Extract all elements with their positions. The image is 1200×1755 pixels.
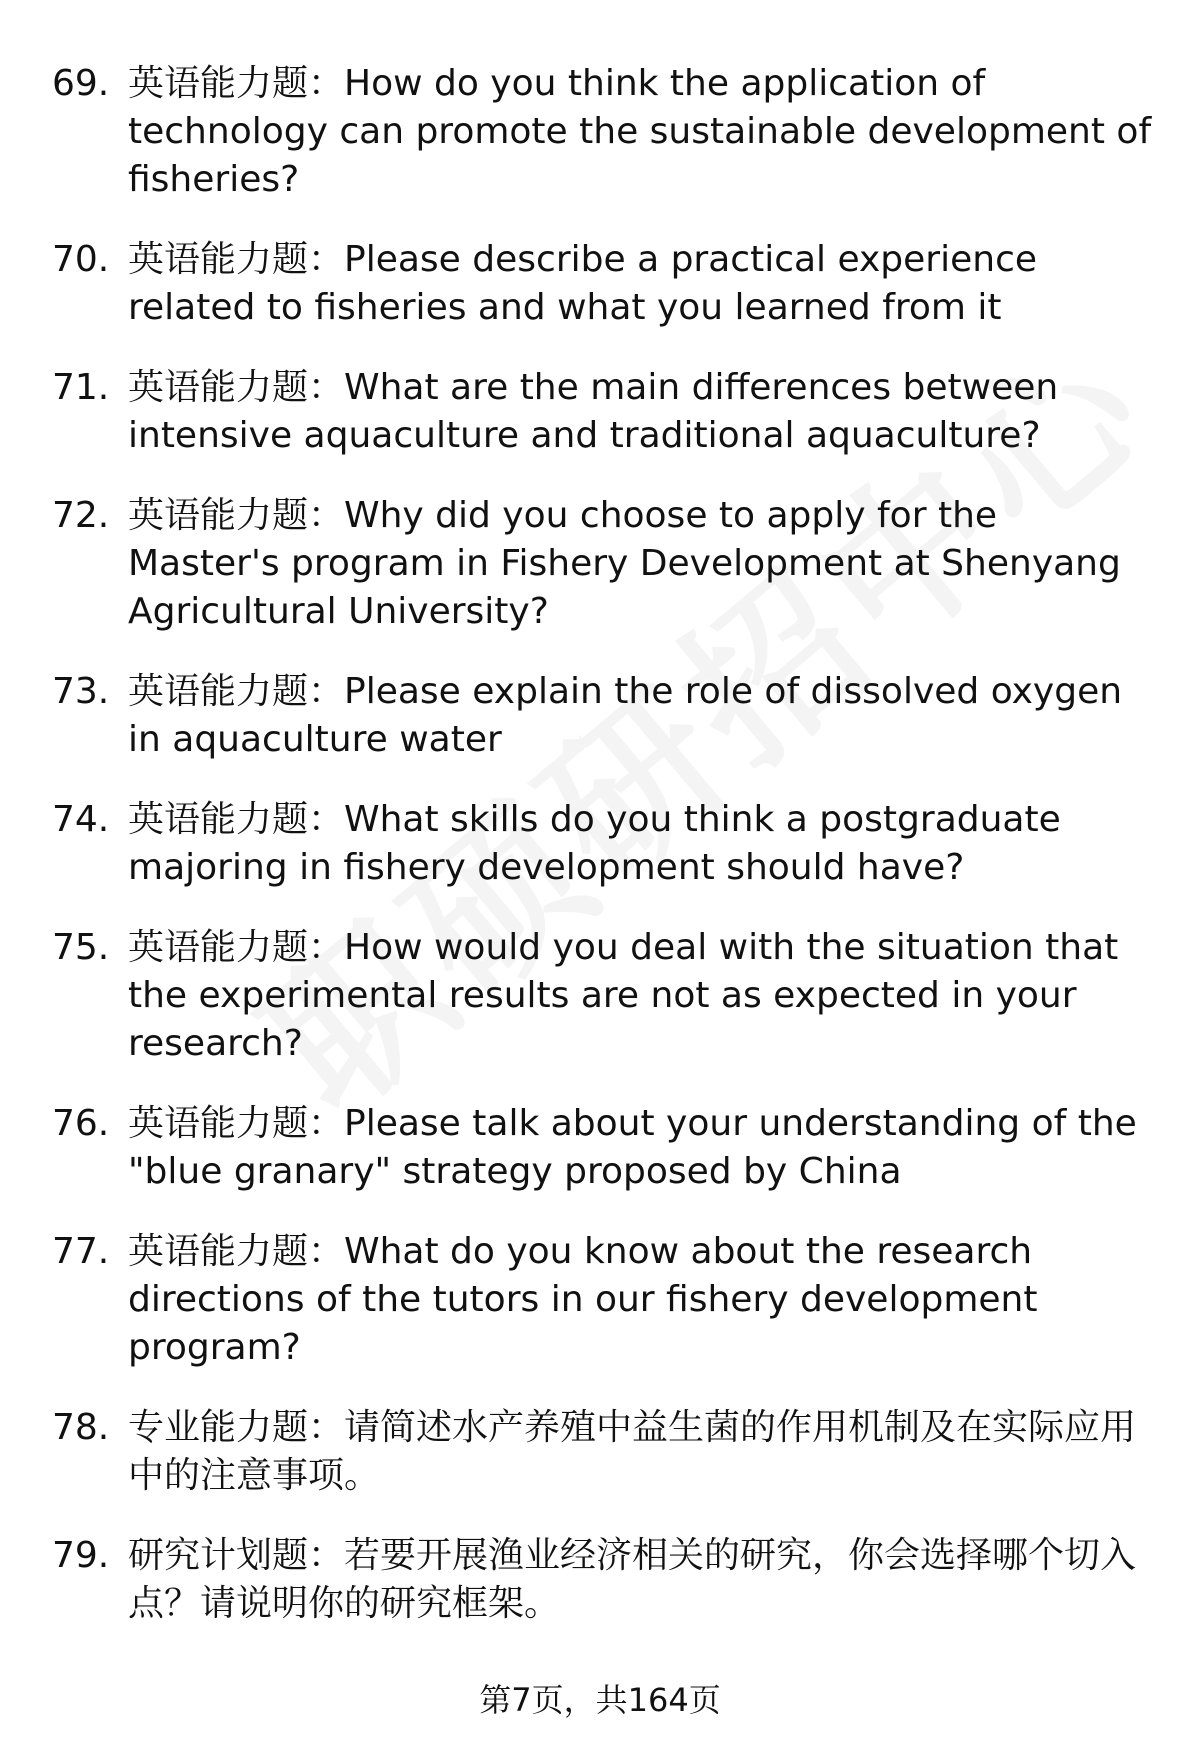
question-text: 英语能力题：What are the main differences between intensive aquaculture and traditional aquaculture? bbox=[128, 367, 1059, 456]
question-number: 77. bbox=[52, 1231, 110, 1272]
question-number: 70. bbox=[52, 239, 110, 280]
question-item bbox=[0, 796, 1200, 892]
question-item bbox=[0, 60, 1200, 204]
page-footer bbox=[0, 1680, 1200, 1720]
page-number-label: 第7页，共164页 bbox=[479, 1681, 721, 1719]
question-number: 72. bbox=[52, 495, 110, 536]
question-text: 英语能力题：Please explain the role of dissolved oxygen in aquaculture water bbox=[128, 671, 1123, 760]
question-text: 英语能力题：Why did you choose to apply for the Master's program in Fishery Development at Shenyang Agricultural University? bbox=[128, 495, 1121, 632]
question-number: 78. bbox=[52, 1407, 110, 1448]
question-number: 79. bbox=[52, 1535, 110, 1576]
question-number: 71. bbox=[52, 367, 110, 408]
question-number: 76. bbox=[52, 1103, 110, 1144]
question-text: 英语能力题：How do you think the application of technology can promote the sustainable development of fisheries? bbox=[128, 63, 1152, 200]
question-item bbox=[0, 1100, 1200, 1196]
question-item bbox=[0, 924, 1200, 1068]
question-item bbox=[0, 492, 1200, 636]
question-text: 英语能力题：What do you know about the research directions of the tutors in our fishery development program? bbox=[128, 1231, 1038, 1368]
question-number: 74. bbox=[52, 799, 110, 840]
question-number: 69. bbox=[52, 63, 110, 104]
question-list bbox=[0, 60, 1200, 1660]
question-text: 英语能力题：Please describe a practical experience related to fisheries and what you learned from it bbox=[128, 239, 1038, 328]
question-number: 75. bbox=[52, 927, 110, 968]
question-item bbox=[0, 1228, 1200, 1372]
question-text: 专业能力题：请简述水产养殖中益生菌的作用机制及在实际应用中的注意事项。 bbox=[128, 1407, 1137, 1496]
question-item bbox=[0, 1532, 1200, 1628]
question-text: 研究计划题：若要开展渔业经济相关的研究，你会选择哪个切入点？请说明你的研究框架。 bbox=[128, 1535, 1137, 1624]
question-item bbox=[0, 364, 1200, 460]
question-item bbox=[0, 236, 1200, 332]
question-item bbox=[0, 668, 1200, 764]
question-text: 英语能力题：How would you deal with the situation that the experimental results are not as expected in your research? bbox=[128, 927, 1119, 1064]
question-item bbox=[0, 1404, 1200, 1500]
question-text: 英语能力题：What skills do you think a postgraduate majoring in fishery development should have? bbox=[128, 799, 1061, 888]
question-number: 73. bbox=[52, 671, 110, 712]
question-text: 英语能力题：Please talk about your understanding of the "blue granary" strategy proposed by China bbox=[128, 1103, 1137, 1192]
